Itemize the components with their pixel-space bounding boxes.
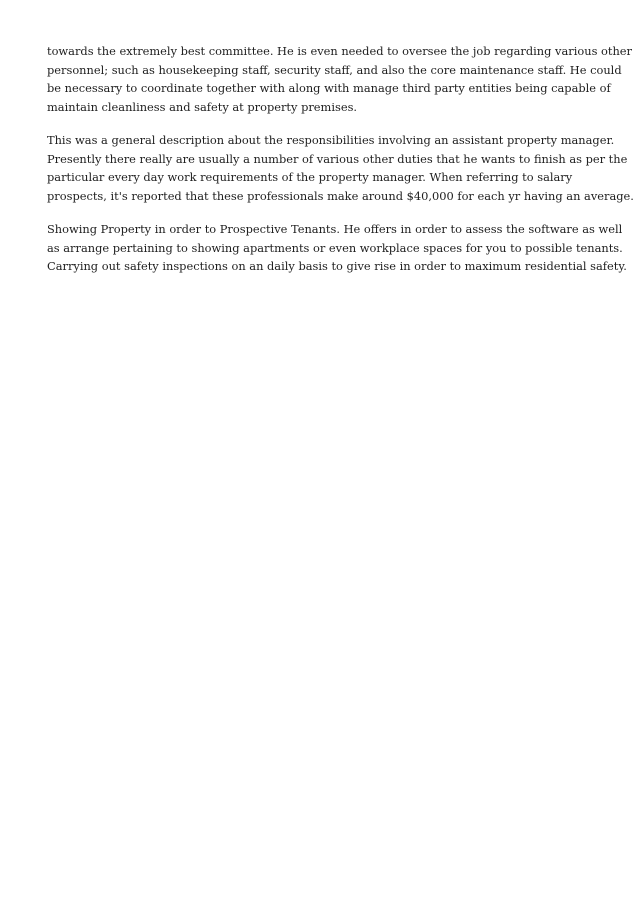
paragraph [47,131,634,205]
text-line: towards the extremely best committee. He is even needed to oversee the job regarding various other [47,44,632,58]
text-line: prospects, it's reported that these professionals make around $40,000 for each yr having an average. [47,188,634,203]
text-line: This was a general description about the responsibilities involving an assistant property manager. [47,133,615,147]
text-line: as arrange pertaining to showing apartments or even workplace spaces for you to possible tenants. [47,240,623,255]
text-line: be necessary to coordinate together with along with manage third party entities being capable of [47,81,611,95]
text-line: Presently there really are usually a number of various other duties that he wants to finish as per the [47,151,628,166]
paragraph [47,220,627,276]
text-line: Showing Property in order to Prospective Tenants. He offers in order to assess the software as well [47,222,623,236]
paragraph [47,42,632,116]
text-line: maintain cleanliness and safety at property premises. [47,99,358,114]
document-body [47,42,634,291]
text-line: personnel; such as housekeeping staff, security staff, and also the core maintenance staff. He could [47,62,622,77]
text-line: Carrying out safety inspections on an daily basis to give rise in order to maximum residential safety. [47,259,627,273]
text-line: particular every day work requirements of the property manager. When referring to salary [47,170,573,184]
